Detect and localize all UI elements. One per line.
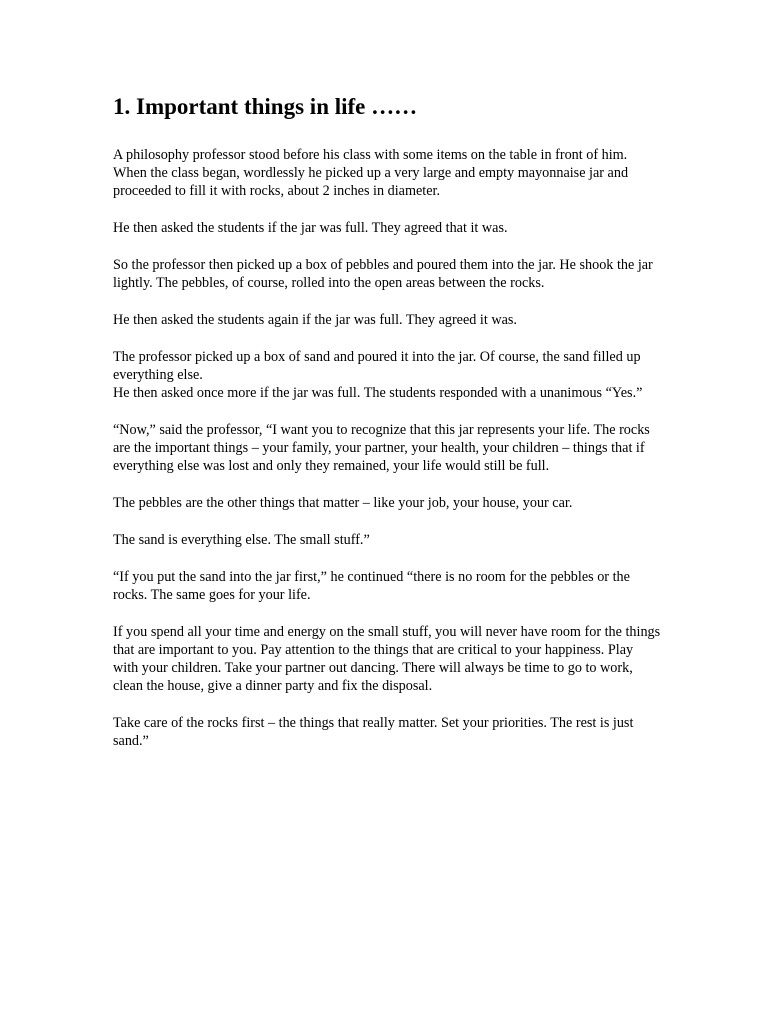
document-body <box>113 92 661 769</box>
paragraph: So the professor then picked up a box of pebbles and poured them into the jar. He shook the jar lightly. The pebbles, of course, rolled into the open areas between the rocks. <box>113 257 653 291</box>
paragraph: “If you put the sand into the jar first,” he continued “there is no room for the pebbles or the rocks. The same goes for your life. <box>113 569 630 603</box>
paragraph: He then asked the students again if the jar was full. They agreed it was. <box>113 312 517 328</box>
paragraph: If you spend all your time and energy on the small stuff, you will never have room for the things that are important to you. Pay attention to the things that are critical to your happiness. Play with your children. Take your partner out dancing. There will always be time to go to work, clean the house, give a dinner party and fix the disposal. <box>113 624 661 694</box>
paragraph: He then asked once more if the jar was full. The students responded with a unanimous “Yes.” <box>113 385 643 401</box>
paragraph: The sand is everything else. The small stuff.” <box>113 532 370 548</box>
paragraph: A philosophy professor stood before his class with some items on the table in front of him. When the class began, wordlessly he picked up a very large and empty mayonnaise jar and proceeded to fill it with rocks, about 2 inches in diameter. <box>113 147 629 199</box>
document-title: 1. Important things in life …… <box>113 94 418 119</box>
paragraph: Take care of the rocks first – the things that really matter. Set your priorities. The rest is just sand.” <box>113 715 634 749</box>
paragraph: The pebbles are the other things that matter – like your job, your house, your car. <box>113 495 573 511</box>
paragraph: The professor picked up a box of sand and poured it into the jar. Of course, the sand filled up everything else. <box>113 349 641 383</box>
paragraph: “Now,” said the professor, “I want you to recognize that this jar represents your life. The rocks are the important things – your family, your partner, your health, your children – things that if everything else was lost and only they remained, your life would still be full. <box>113 422 650 474</box>
paragraph: He then asked the students if the jar was full. They agreed that it was. <box>113 220 508 236</box>
